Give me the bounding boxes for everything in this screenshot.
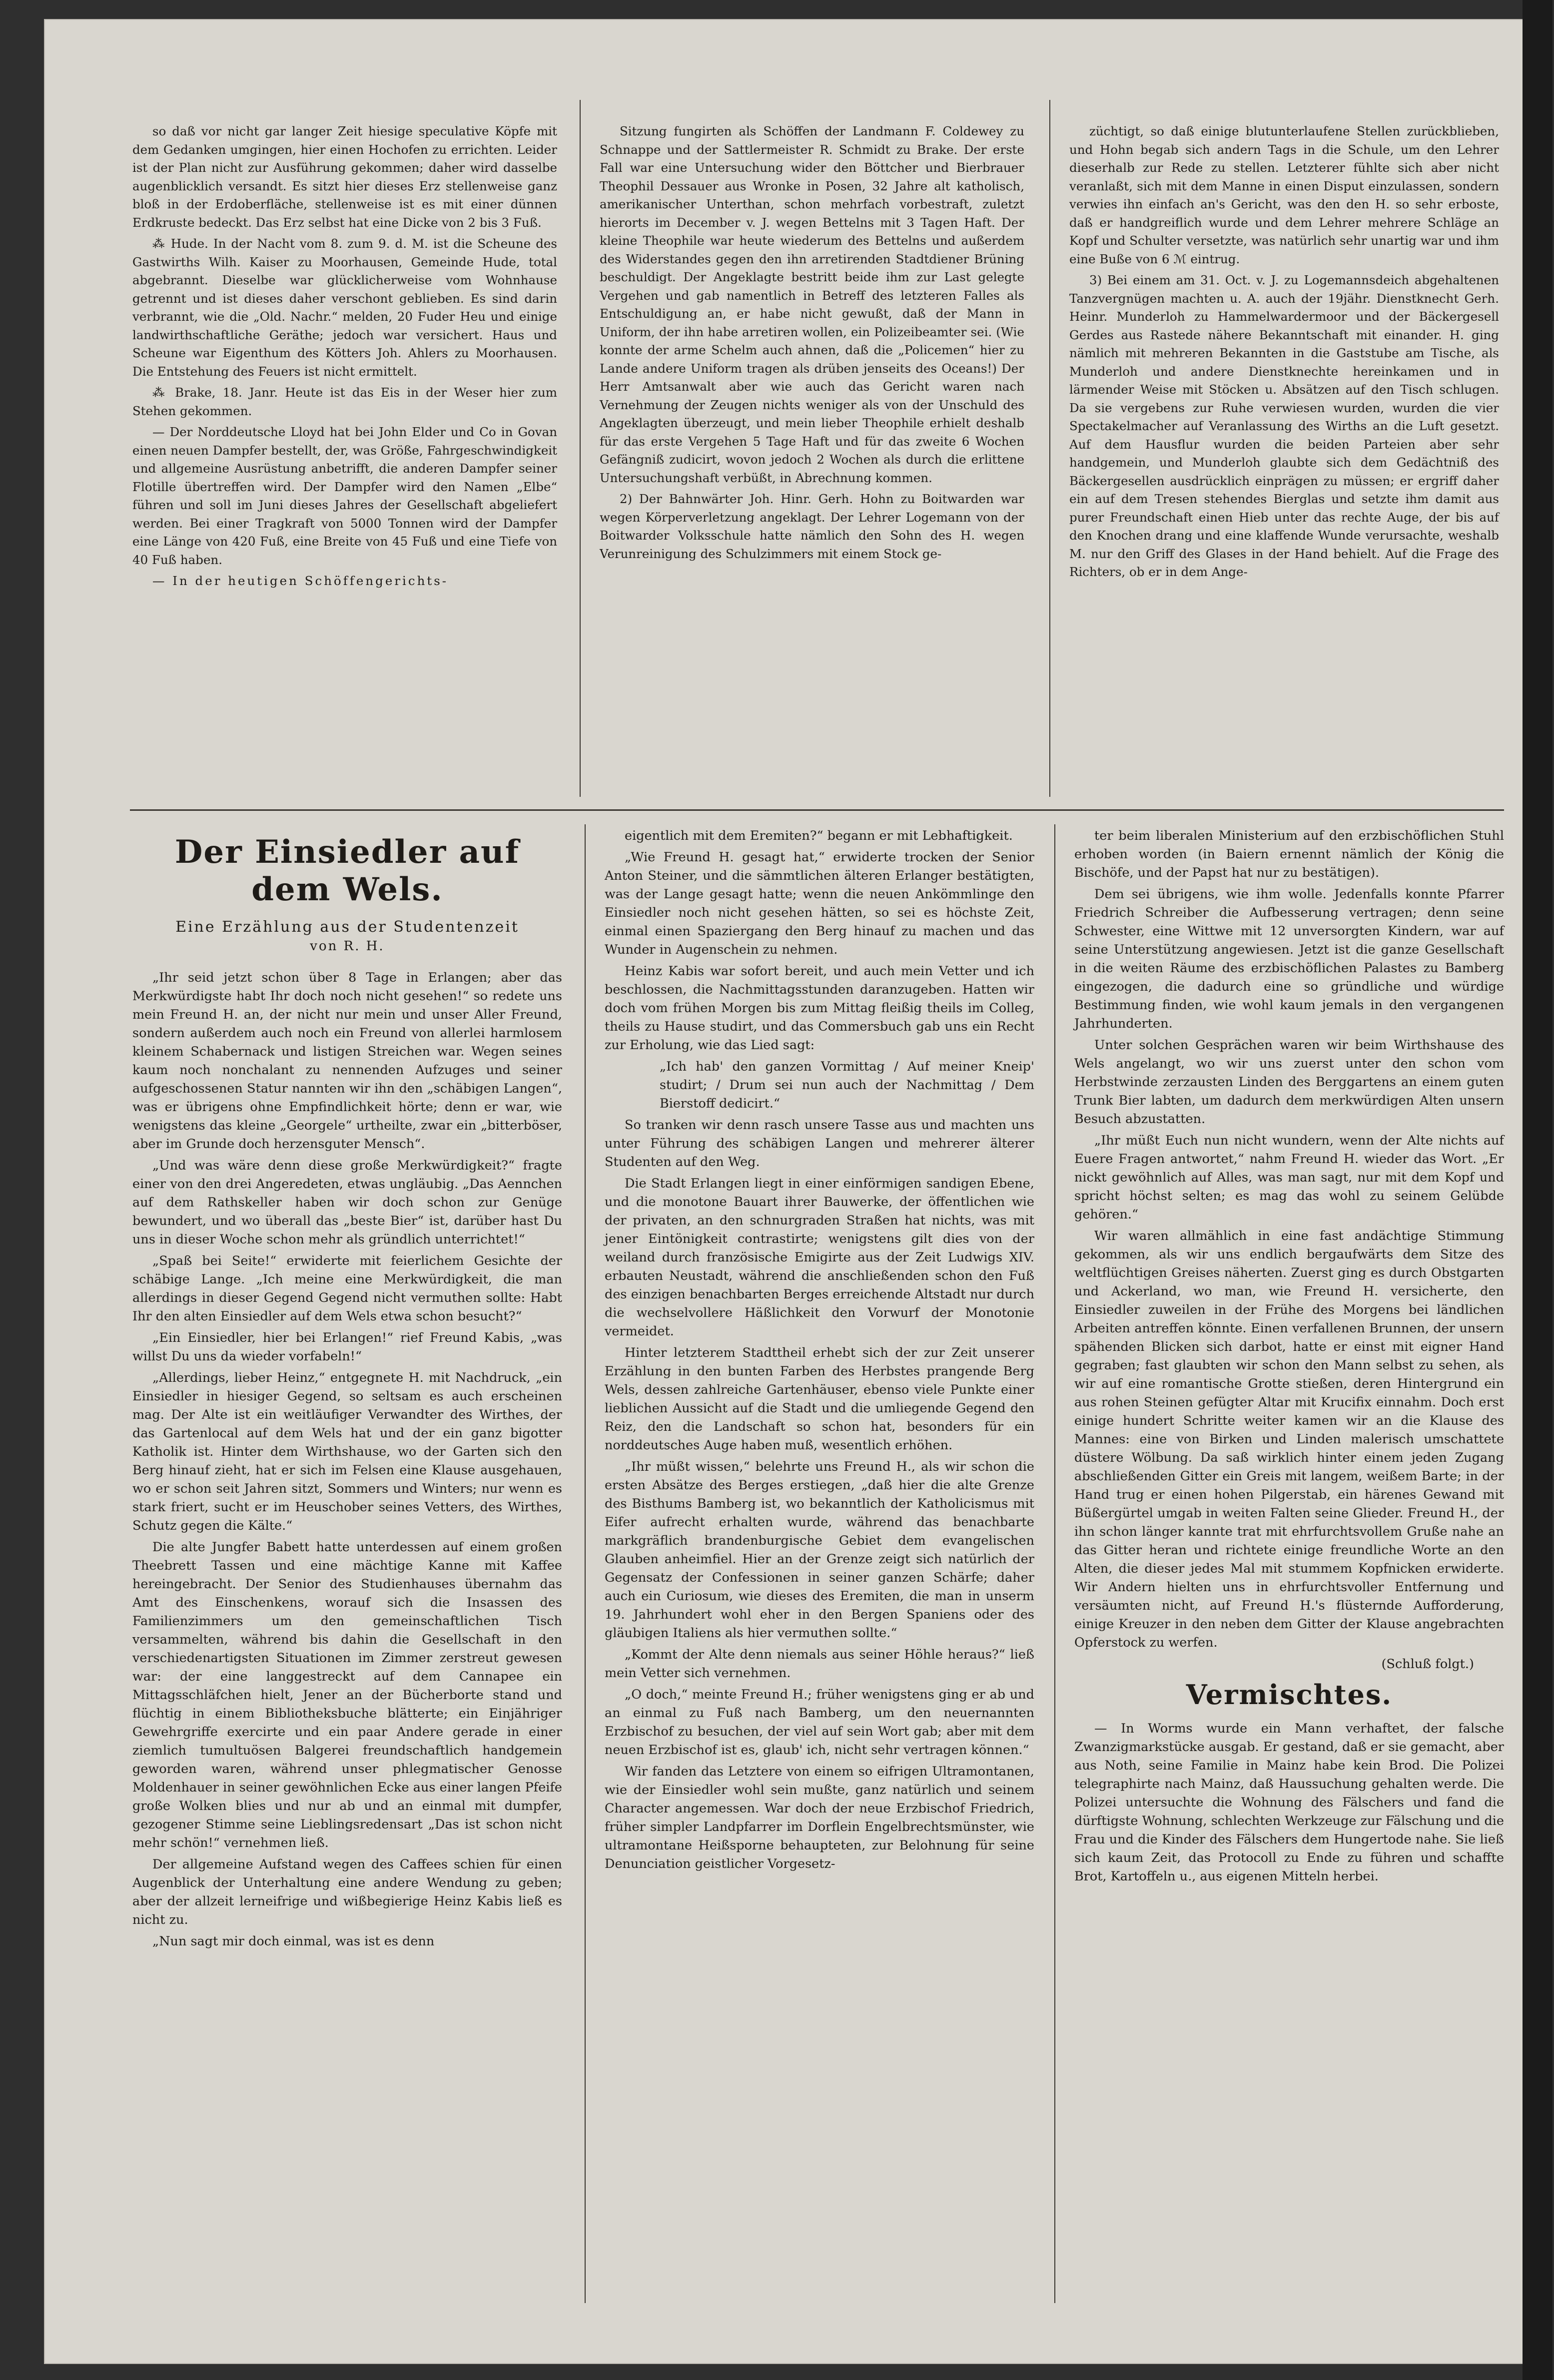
top-column-1 [132,122,557,794]
paragraph: so daß vor nicht gar langer Zeit hiesige speculative Köpfe mit dem Gedanken umgingen, hier einen Hochofen zu errichten. Leider ist der Plan nicht zur Ausführung gekommen; daher wird dasselbe augenblicklich versandt. Es sitzt hier dieses Erz stellenweise ganz bloß in der Erdoberfläche, stellenweise ist es mit einer dünnen Erdkruste bedeckt. Das Erz selbst hat eine Dicke von 2 bis 3 Fuß. [132,124,557,230]
paragraph: „Spaß bei Seite!“ erwiderte mit feierlichem Gesichte der schäbige Lange. „Ich meine eine Merkwürdigkeit, die man allerdings in dieser Gegend Gegend nicht vermuthen sollte: Habt Ihr den alten Einsiedler auf dem Wels etwa schon besucht?“ [132,1253,562,1324]
story-author: von R. H. [310,939,385,954]
paragraph: „Ihr müßt Euch nun nicht wundern, wenn der Alte nichts auf Euere Fragen antwortet,“ nahm Freund H. wieder das Wort. „Er nickt gewöhnlich auf Alles, was man sagt, nur mit dem Kopf und spricht höchst selten; es mag das wohl zu seinem Gelübde gehören.“ [1074,1133,1504,1222]
paragraph: „Ihr müßt wissen,“ belehrte uns Freund H., als wir schon die ersten Absätze des Berges erstiegen, „daß hier die alte Grenze des Bisthums Bamberg ist, wo bekanntlich der Katholicismus mit Eifer aufrecht erhalten wurde, während das benachbarte markgräflich brandenburgische Gebiet dem evangelischen Glauben anheimfiel. Hier an der Grenze zeigt sich natürlich der Gegensatz der Confessionen in seiner ganzen Schärfe; daher auch ein Curiosum, wie dieses des Eremiten, die man in unserm 19. Jahrhundert wohl eher in den Bergen Spaniens oder des gläubigen Italiens als hier vermuthen sollte.“ [605,1459,1034,1641]
paragraph: „Ihr seid jetzt schon über 8 Tage in Erlangen; aber das Merkwürdigste habt Ihr doch noch nicht gesehen!“ so redete uns mein Freund H. an, der nicht nur mein und unser Aller Freund, sondern außerdem auch noch ein Freund von allerlei harmlosem kleinem Schabernack und listigen Streichen war. Wegen seines kaum noch nonchalant zu nennenden Aufzuges und seiner aufgeschossenen Statur nannten wir ihn den „schäbigen Langen“, was er übrigens ohne Empfindlichkeit hörte; denn er war, wie wenigstens das kleine „Georgele“ urtheilte, zwar ein „bitterböser, aber im Grunde doch herzensguter Mensch“. [132,970,562,1152]
paragraph: Dem sei übrigens, wie ihm wolle. Jedenfalls konnte Pfarrer Friedrich Schreiber die Aufbesserung vertragen; denn seine Schwester, eine Wittwe mit 12 unversorgten Kindern, war auf seine Unterstützung angewiesen. Jetzt ist die ganze Gesellschaft in die weiten Räume des erzbischöflichen Palastes zu Bamberg eingezogen, die dadurch eine so gründliche und würdige Bestimmung finden, wie wohl kaum jemals in den vergangenen Jahrhunderten. [1074,887,1504,1031]
top-column-2 [600,122,1024,794]
paragraph: — In Worms wurde ein Mann verhaftet, der falsche Zwanzigmarkstücke ausgab. Er gestand, daß er sie gemacht, aber aus Noth, seine Familie in Mainz habe kein Brod. Die Polizei telegraphirte nach Mainz, daß Haussuchung gehalten werde. Die Polizei untersuchte die Wohnung des Fälschers und fand die dürftigste Wohnung, schlechten Werkzeuge zur Fälschung und die Frau und die Kinder des Fälschers dem Hungertode nahe. Sie ließ sich kaum Zeit, das Protocoll zu Ende zu führen und schaffte Brot, Kartoffeln u., aus eigenen Mitteln herbei. [1074,1721,1505,1884]
verse: „Ich hab' den ganzen Vormittag / Auf meiner Kneip' studirt; / Drum sei nun auch der Nachmittag / Dem Bierstoff dedicirt.“ [660,1059,1034,1111]
story-column-1 [132,824,562,2303]
paragraph: Heinz Kabis war sofort bereit, und auch mein Vetter und ich beschlossen, die Nachmittagsstunden daranzugeben. Hatten wir doch vom frühen Morgen bis zum Mittag fleißig theils im Colleg, theils zu Hause studirt, und das Commersbuch gab uns ein Recht zur Erholung, wie das Lied sagt: [605,964,1034,1053]
paragraph: züchtigt, so daß einige blutunterlaufene Stellen zurückblieben, und Hohn begab sich andern Tags in die Schule, um den Lehrer dieserhalb zur Rede zu stellen. Letzterer fühlte sich aber nicht veranlaßt, sich mit dem Manne in einen Disput einzulassen, sondern verwies ihn einfach an's Gericht, was den den H. so sehr erboste, daß er handgreiflich wurde und dem Lehrer mehrere Schläge an Kopf und Schulter versetzte, was natürlich sehr unartig war und ihm eine Buße von 6 ℳ eintrug. [1069,124,1499,266]
column-divider [1049,100,1050,797]
paragraph: — Der Norddeutsche Lloyd hat bei John Elder und Co in Govan einen neuen Dampfer bestellt, der, was Größe, Fahrgeschwindigkeit und allgemeine Ausrüstung anbetrifft, die anderen Dampfer seiner Flotille übertreffen wird. Der Dampfer wird den Namen „Elbe“ führen und soll im Juni dieses Jahres der Gesellschaft abgeliefert werden. Bei einer Tragkraft von 5000 Tonnen wird der Dampfer eine Länge von 420 Fuß, eine Breite von 45 Fuß und eine Tiefe von 40 Fuß haben. [132,425,557,567]
column-divider [580,100,581,797]
paragraph: Die alte Jungfer Babett hatte unterdessen auf einem großen Theebrett Tassen und eine mächtige Kanne mit Kaffee hereingebracht. Der Senior des Studienhauses übernahm das Amt des Einschenkens, worauf sich die Insassen des Familienzimmers um den gemeinschaftlichen Tisch versammelten, während bis dahin die Gesellschaft in den verschiedenartigsten Situationen im Zimmer zerstreut gewesen war: der eine langgestreckt auf dem Cannapee ein Mittagsschläfchen hielt, Jener an der Bücherborte stand und flüchtig in einem Bibliotheksbuche blätterte; ein Einjähriger Gewehrgriffe exercirte und ein paar Andere gerade in einer ziemlich tumultuösen Balgerei freundschaftlich handgemein geworden waren, während unser phlegmatischer Genosse Moldenhauer in seiner gewöhnlichen Ecke aus einer langen Pfeife große Wolken blies und nur ab und an einmal mit dumpfer, gezogener Stimme seine Lieblingsredensart „Das ist schon nicht mehr schön!“ vernehmen ließ. [132,1540,562,1850]
scan-dark-border [1523,0,1553,2380]
misc-section-title: Vermischtes. [1186,1679,1393,1711]
story-column-2 [605,827,1034,2303]
newspaper-page [45,20,1524,2363]
column-divider [1054,824,1055,2303]
paragraph: „Wie Freund H. gesagt hat,“ erwiderte trocken der Senior Anton Steiner, und die sämmtlichen älteren Erlanger bestätigten, was der Lange gesagt hatte; wenn die neuen Ankömmlinge den Einsiedler noch nicht gesehen hätten, so sei es höchste Zeit, einmal einen Spaziergang den Berg hinauf zu machen und das Wunder in Augenschein zu nehmen. [605,850,1034,957]
paragraph: Unter solchen Gesprächen waren wir beim Wirthshause des Wels angelangt, wo wir uns zuerst unter den schon vom Herbstwinde zerzausten Linden des Berggartens an einem guten Trunk Bier labten, um dadurch dem merkwürdigen Alten unsern Besuch abzustatten. [1074,1038,1504,1127]
story-subtitle: Eine Erzählung aus der Studentenzeit [175,918,519,936]
story-title: Der Einsiedler auf dem Wels. [174,833,520,908]
paragraph: So tranken wir denn rasch unsere Tasse aus und machten uns unter Führung des schäbigen Langen und mehrerer älterer Studenten auf den Weg. [605,1118,1034,1170]
story-column-3 [1074,827,1504,2303]
paragraph: Der allgemeine Aufstand wegen des Caffees schien für einen Augenblick der Unterhaltung eine andere Wendung zu geben; aber der allzeit lerneifrige und wißbegierige Heinz Kabis ließ es nicht zu. [132,1857,562,1927]
paragraph: „Kommt der Alte denn niemals aus seiner Höhle heraus?“ ließ mein Vetter sich vernehmen. [605,1647,1034,1681]
paragraph: ⁂ Brake, 18. Janr. Heute ist das Eis in der Weser hier zum Stehen gekommen. [132,385,557,418]
paragraph: Hinter letzterem Stadttheil erhebt sich der zur Zeit unserer Erzählung in den bunten Farben des Herbstes prangende Berg Wels, dessen zahlreiche Gartenhäuser, ebenso viele Punkte einer lieblichen Aussicht auf die Stadt und die umliegende Gegend den Reiz, den die Landschaft so schon hat, besonders für ein norddeutsches Auge haben muß, wesentlich erhöhen. [605,1345,1034,1453]
top-column-3 [1069,122,1499,794]
paragraph: „Ein Einsiedler, hier bei Erlangen!“ rief Freund Kabis, „was willst Du uns da wieder vorfabeln!“ [132,1330,562,1364]
paragraph: „O doch,“ meinte Freund H.; früher wenigstens ging er ab und an einmal zu Fuß nach Bamberg, um den neuernannten Erzbischof zu besuchen, der viel auf sein Wort gab; aber mit dem neuen Erzbischof ist es, glaub' ich, nicht sehr vertragen können.“ [605,1687,1034,1758]
paragraph: „Allerdings, lieber Heinz,“ entgegnete H. mit Nachdruck, „ein Einsiedler in hiesiger Gegend, so seltsam es auch erscheinen mag. Der Alte ist ein weitläufiger Verwandter des Wirthes, der das Gartenlocal auf dem Wels hat und der ein ganz bigotter Katholik ist. Hinter dem Wirthshause, wo der Garten sich den Berg hinauf zieht, hat er sich im Felsen eine Klause ausgehauen, wo er schon seit Jahren sitzt, Sommers und Winters; nur wenn es stark friert, sucht er im Heuschober seines Vetters, des Wirthes, Schutz gegen die Kälte.“ [132,1370,562,1533]
paragraph: ter beim liberalen Ministerium auf den erzbischöflichen Stuhl erhoben worden (in Baiern ernennt nämlich der König die Bischöfe, und der Papst hat nur zu bestätigen). [1074,828,1504,880]
paragraph: Wir fanden das Letztere von einem so eifrigen Ultramontanen, wie der Einsiedler wohl sein mußte, ganz natürlich und seinem Character angemessen. War doch der neue Erzbischof Friedrich, früher simpler Landpfarrer im Dorflein Engelbrechtsmünster, wie ultramontane Heißsporne behaupteten, zur Belohnung für seine Denunciation geistlicher Vorgesetz- [605,1764,1034,1871]
section-rule [130,809,1504,811]
paragraph: 3) Bei einem am 31. Oct. v. J. zu Logemannsdeich abgehaltenen Tanzvergnügen machten u. A. auch der 19jähr. Dienstknecht Gerh. Heinr. Munderloh zu Hammelwardermoor und der Bäckergesell Gerdes aus Rastede nähere Bekanntschaft mit einander. H. ging nämlich mit mehreren Bekannten in die Gaststube am Tische, als Munderloh und andere Dienstknechte hereinkamen und in lärmender Weise mit Stöcken u. Absätzen auf den Tisch schlugen. Da sie vergebens zur Ruhe verwiesen wurden, wurden die vier Spectakelmacher auf Veranlassung des Wirths an die Luft gesetzt. Auf dem Hausflur wurden die beiden Parteien aber sehr handgemein, und Munderloh glaubte sich dem Gedächtniß des Bäckergesellen ausdrücklich einprägen zu müssen; er ergriff daher ein auf dem Tresen stehendes Bierglas und setzte ihm damit aus purer Freundschaft einen Hieb unter das rechte Auge, der bis auf den Knochen drang und eine klaffende Wunde verursachte, weshalb M. nur den Griff des Glases in der Hand behielt. Auf die Frage des Richters, ob er in dem Ange- [1069,273,1499,579]
paragraph: ⁂ Hude. In der Nacht vom 8. zum 9. d. M. ist die Scheune des Gastwirths Wilh. Kaiser zu Moorhausen, Gemeinde Hude, total abgebrannt. Dieselbe war glücklicherweise vom Wohnhause getrennt und ist dieses daher verschont geblieben. Es sind darin verbrannt, wie die „Old. Nachr.“ melden, 20 Fuder Heu und einige landwirthschaftliche Geräthe; jedoch war versichert. Haus und Scheune war Eigenthum des Kötters Joh. Ahlers zu Moorhausen. Die Entstehung des Feuers ist nicht ermittelt. [132,236,557,379]
paragraph: 2) Der Bahnwärter Joh. Hinr. Gerh. Hohn zu Boitwarden war wegen Körperverletzung angeklagt. Der Lehrer Logemann von der Boitwarder Volksschule hatte nämlich den Sohn des H. wegen Verunreinigung des Schulzimmers mit einem Stock ge- [600,492,1024,561]
paragraph: „Und was wäre denn diese große Merkwürdigkeit?“ fragte einer von den drei Angeredeten, etwas ungläubig. „Das Aennchen auf dem Rathskeller haben wir doch schon zur Genüge bewundert, und wo überall das „beste Bier“ ist, darüber hast Du uns in dieser Woche schon mehr als gründlich unterrichtet!“ [132,1158,562,1247]
paragraph: „Nun sagt mir doch einmal, was ist es denn [152,1934,435,1949]
column-divider [585,824,586,2303]
to-be-continued: (Schluß folgt.) [1381,1657,1474,1672]
paragraph: Wir waren allmählich in eine fast andächtige Stimmung gekommen, als wir uns endlich bergaufwärts dem Sitze des weltflüchtigen Greises näherten. Zuerst ging es durch Obstgarten und Ackerland, wo man, wie Freund H. versicherte, den Einsiedler zuweilen in der Frühe des Morgens bei ländlichen Arbeiten antreffen könnte. Einen verfallenen Brunnen, der unsern spähenden Blicken sich darbot, hatte er einst mit eigner Hand gegraben; fast glaubten wir schon den Mann selbst zu sehen, als wir auf eine romantische Grotte stießen, deren Hintergrund ein aus rohen Steinen gefügter Altar mit Krucifix einnahm. Doch erst einige hundert Schritte weiter kamen wir an die Klause des Mannes: eine von Birken und Linden malerisch umschattete düstere Wölbung. Da saß wirklich hinter einem jeden Zugang abschließenden Gitter ein Greis mit langem, weißem Barte; in der Hand trug er einen hohen Pilgerstab, ein härenes Gewand mit Büßergürtel umgab in weiten Falten seine Glieder. Freund H., der ihn schon länger kannte trat mit ehrfurchtsvollem Gruße nahe an das Gitter heran und richtete einige freundliche Worte an den Alten, die dieser jedes Mal mit stummem Kopfnicken erwiderte. Wir Andern hielten uns in ehrfurchtsvoller Entfernung und versäumten nicht, auf Freund H.'s flüsternde Aufforderung, einige Kreuzer in den neben dem Gitter der Klause angebrachten Opferstock zu werfen. [1074,1228,1504,1650]
paragraph: Sitzung fungirten als Schöffen der Landmann F. Coldewey zu Schnappe und der Sattlermeister R. Schmidt zu Brake. Der erste Fall war eine Untersuchung wider den Böttcher und Bierbrauer Theophil Dessauer aus Wronke in Posen, 32 Jahre alt katholisch, amerikanischer Unterthan, schon mehrfach vorbestraft, zuletzt hierorts im December v. J. wegen Bettelns mit 3 Tagen Haft. Der kleine Theophile war heute wiederum des Bettelns und außerdem des Widerstandes gegen den ihn arretirenden Stadtdiener Brüning beschuldigt. Der Angeklagte bestritt beide ihm zur Last gelegte Vergehen und gab namentlich in Betreff des letzteren Falles als Entschuldigung an, er habe nicht gewußt, daß der Mann in Uniform, der ihn habe arretiren wollen, ein Polizeibeamter sei. (Wie konnte der arme Schelm auch ahnen, daß die „Policemen“ hier zu Lande andere Uniform tragen als drüben jenseits des Oceans!) Der Herr Amtsanwalt aber wie auch das Gericht waren nach Vernehmung der Zeugen nichts weniger als von der Unschuld des Angeklagten überzeugt, und mein lieber Theophile erhielt deshalb für das erste Vergehen 5 Tage Haft und für das zweite 6 Wochen Gefängniß zudicirt, wovon jedoch 2 Wochen als durch die erlittene Untersuchungshaft verbüßt, in Abrechnung kommen. [600,124,1024,485]
paragraph: — In der heutigen Schöffengerichts- [152,574,449,588]
paragraph: Die Stadt Erlangen liegt in einer einförmigen sandigen Ebene, und die monotone Bauart ihrer Bauwerke, der öffentlichen wie der privaten, an den schnurgraden Straßen hat nichts, was mit jener Eintönigkeit contrastirte; wenigstens gilt dies von der weiland durch französische Emigirte aus der Zeit Ludwigs XIV. erbauten Neustadt, während die anschließenden schon den Fuß des einzigen benachbarten Berges erreichende Altstadt nur durch die wechselvollere Häßlichkeit den Vorwurf der Monotonie vermeidet. [605,1176,1034,1339]
paragraph: eigentlich mit dem Eremiten?“ begann er mit Lebhaftigkeit. [625,828,1013,843]
